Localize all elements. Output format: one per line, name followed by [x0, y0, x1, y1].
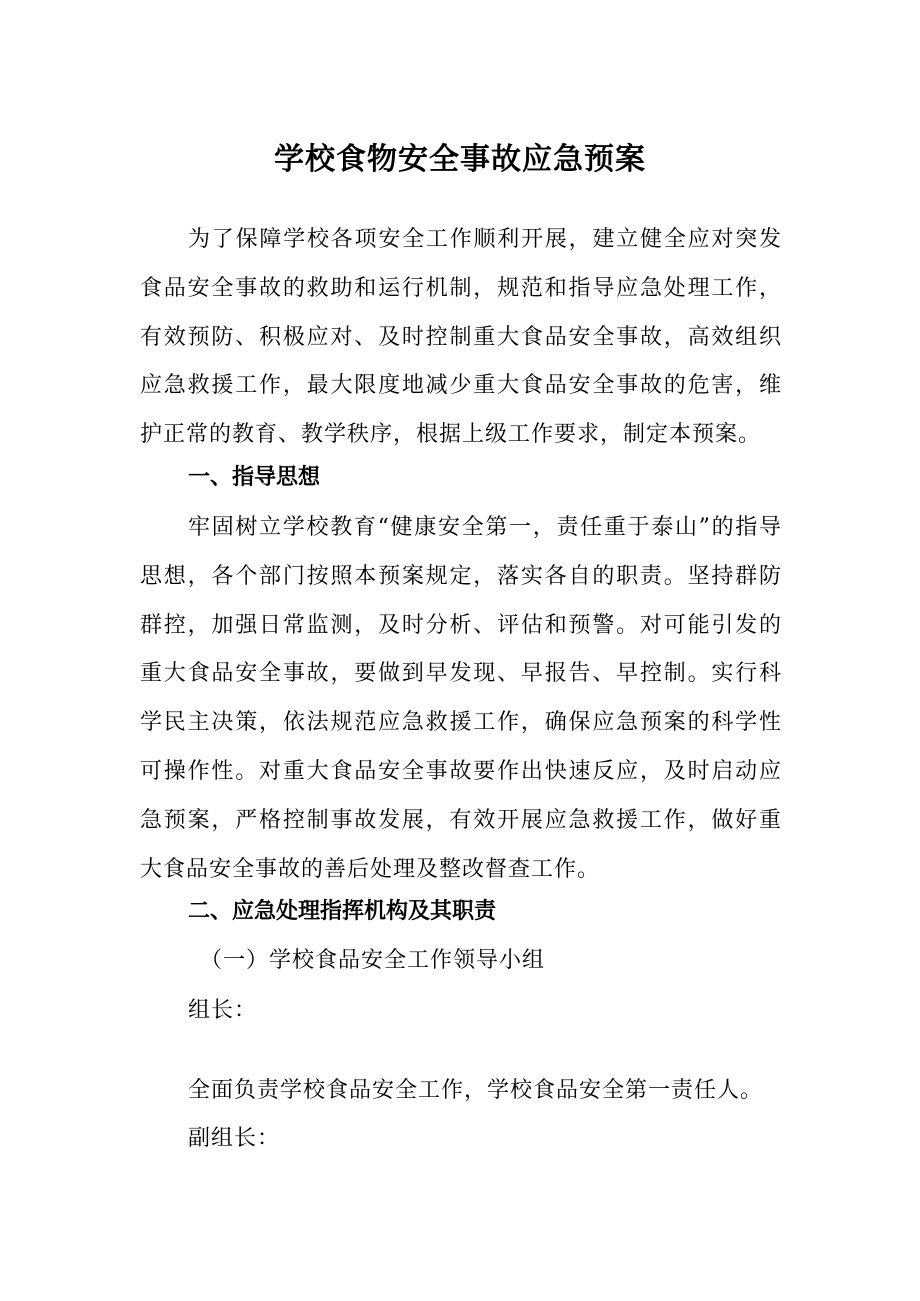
deputy-label: 副组长： — [188, 1126, 281, 1151]
intro-paragraph: 为了保障学校各项安全工作顺利开展，建立健全应对突发食品安全事故的救助和运行机制，规范和指导应急处理工作，有效预防、积极应对、及时控制重大食品安全事故，高效组织应急救援工作，最大限度地减少重大食品安全事故的危害，维护正常的教育、教学秩序，根据上级工作要求，制定本预案。 — [140, 227, 782, 448]
leader-duty: 全面负责学校食品安全工作，学校食品安全第一责任人。 — [188, 1078, 764, 1103]
subsection-1-heading: （一）学校食品安全工作领导小组 — [200, 948, 546, 973]
section-1-body: 牢固树立学校教育“健康安全第一，责任重于泰山”的指导思想，各个部门按照本预案规定，落实各自的职责。坚持群防群控，加强日常监测，及时分析、评估和预警。对可能引发的重大食品安全事故，要做到早发现、早报告、早控制。实行科学民主决策，依法规范应急救援工作，确保应急预案的科学性可操作性。对重大食品安全事故要作出快速反应，及时启动应急预案，严格控制事故发展，有效开展应急救援工作，做好重大食品安全事故的善后处理及整改督查工作。 — [140, 515, 782, 882]
leader-label: 组长： — [188, 998, 258, 1023]
section-2-heading: 二、应急处理指挥机构及其职责 — [188, 899, 497, 924]
section-1-heading: 一、指导思想 — [188, 465, 321, 490]
document-title: 学校食物安全事故应急预案 — [274, 142, 646, 177]
